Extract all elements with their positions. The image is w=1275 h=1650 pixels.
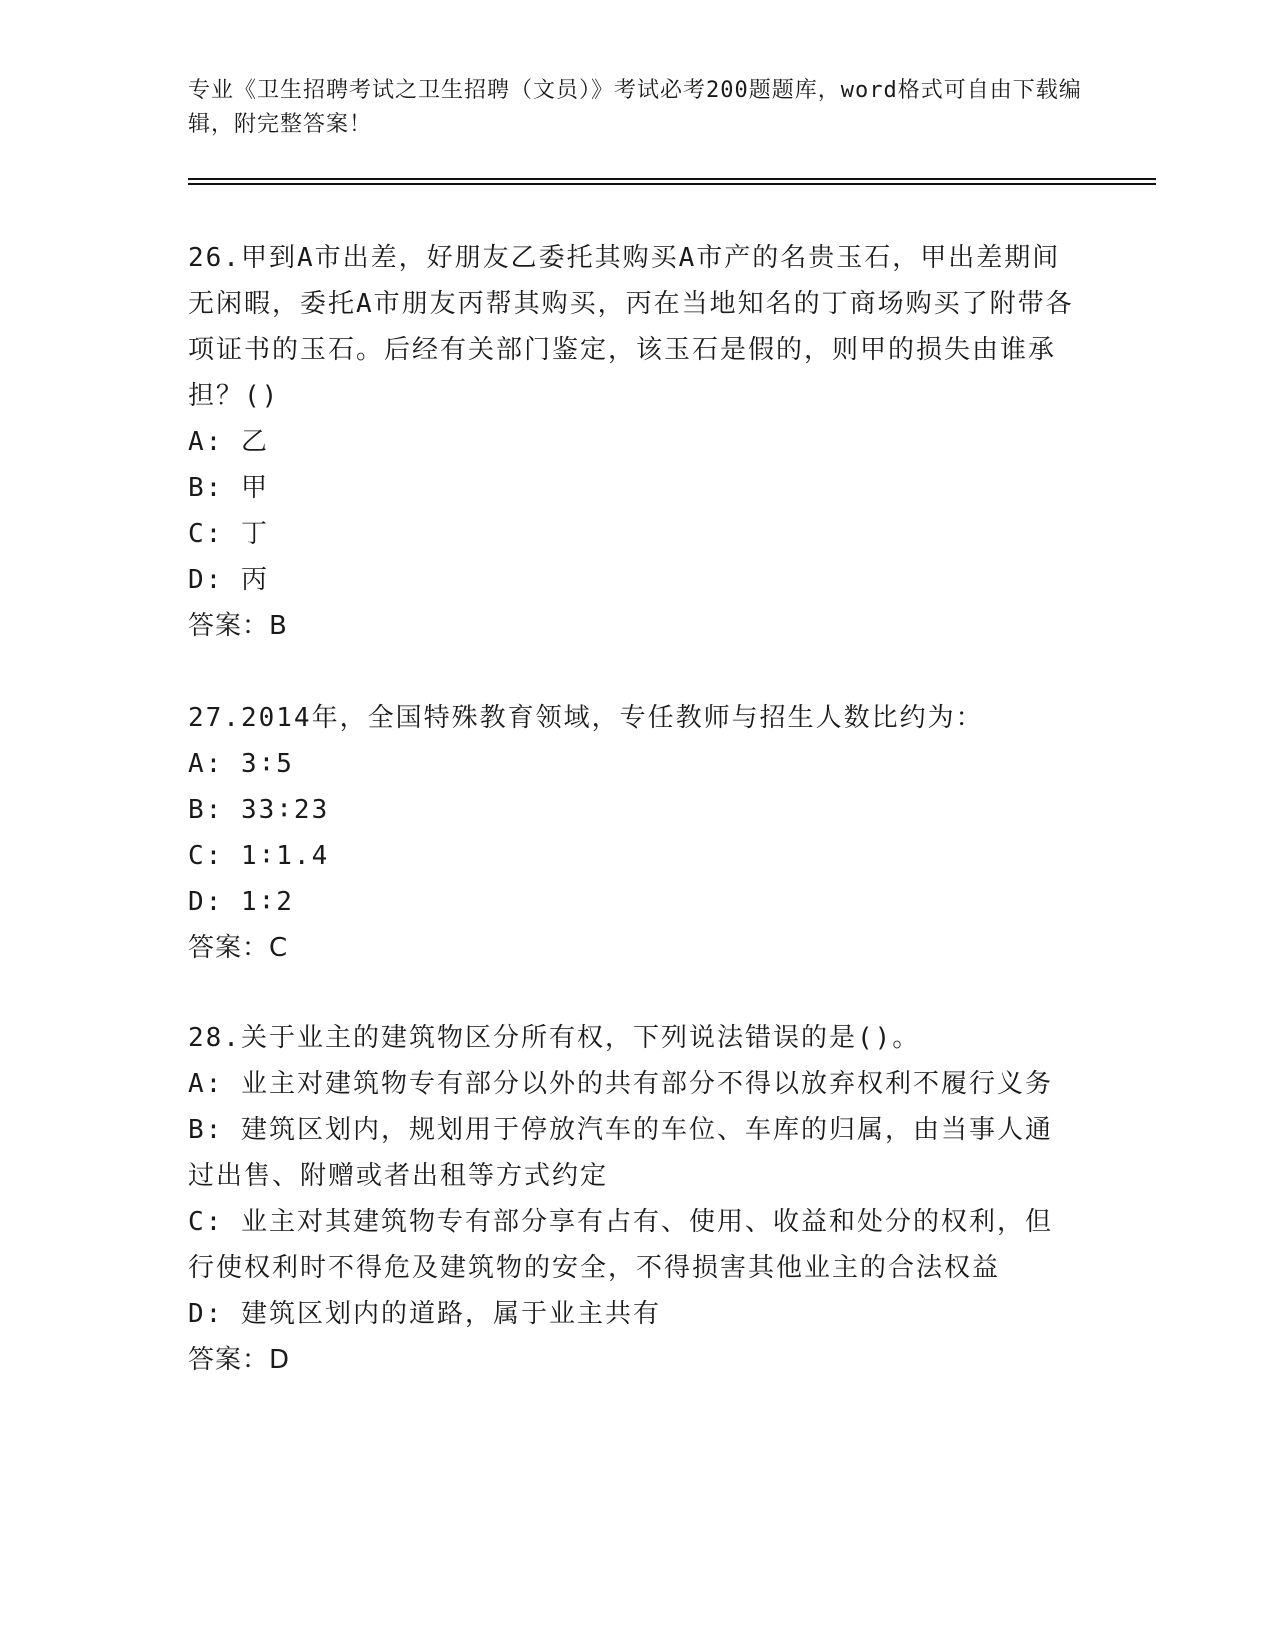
question-stem: 27.2014年，全国特殊教育领域，专任教师与招生人数比约为： — [188, 703, 984, 733]
header-divider-top — [188, 178, 1156, 180]
option-d: D: 建筑区划内的道路，属于业主共有 — [188, 1299, 661, 1329]
option-c: C: 业主对其建筑物专有部分享有占有、使用、收益和处分的权利，但行使权利时不得危及建筑物的安全，不得损害其他业主的合法权益 — [188, 1207, 1053, 1283]
option-a: A: 乙 — [188, 427, 269, 457]
header-divider-bottom — [188, 183, 1156, 185]
answer: 答案：D — [188, 1345, 291, 1375]
option-b: B: 33∶23 — [188, 795, 330, 825]
question-28 — [188, 1015, 1078, 1383]
option-d: D: 1∶2 — [188, 887, 294, 917]
option-c: C: 丁 — [188, 519, 269, 549]
document-header: 专业《卫生招聘考试之卫生招聘（文员）》考试必考200题题库，word格式可自由下载编辑，附完整答案！ — [188, 78, 1082, 137]
option-a: A: 业主对建筑物专有部分以外的共有部分不得以放弃权利不履行义务 — [188, 1069, 1053, 1099]
option-b: B: 甲 — [188, 473, 269, 503]
option-c: C: 1∶1.4 — [188, 841, 330, 871]
option-b: B: 建筑区划内，规划用于停放汽车的车位、车库的归属，由当事人通过出售、附赠或者出租等方式约定 — [188, 1115, 1053, 1191]
answer: 答案：B — [188, 611, 288, 641]
answer: 答案：C — [188, 933, 289, 963]
option-d: D: 丙 — [188, 565, 269, 595]
question-27 — [188, 695, 1078, 971]
option-a: A: 3∶5 — [188, 749, 294, 779]
question-26 — [188, 235, 1078, 649]
question-stem: 28.关于业主的建筑物区分所有权，下列说法错误的是()。 — [188, 1023, 921, 1053]
question-stem: 26.甲到A市出差，好朋友乙委托其购买A市产的名贵玉石，甲出差期间无闲暇，委托A市朋友丙帮其购买，丙在当地知名的丁商场购买了附带各项证书的玉石。后经有关部门鉴定，该玉石是假的，则甲的损失由谁承担？() — [188, 243, 1074, 411]
